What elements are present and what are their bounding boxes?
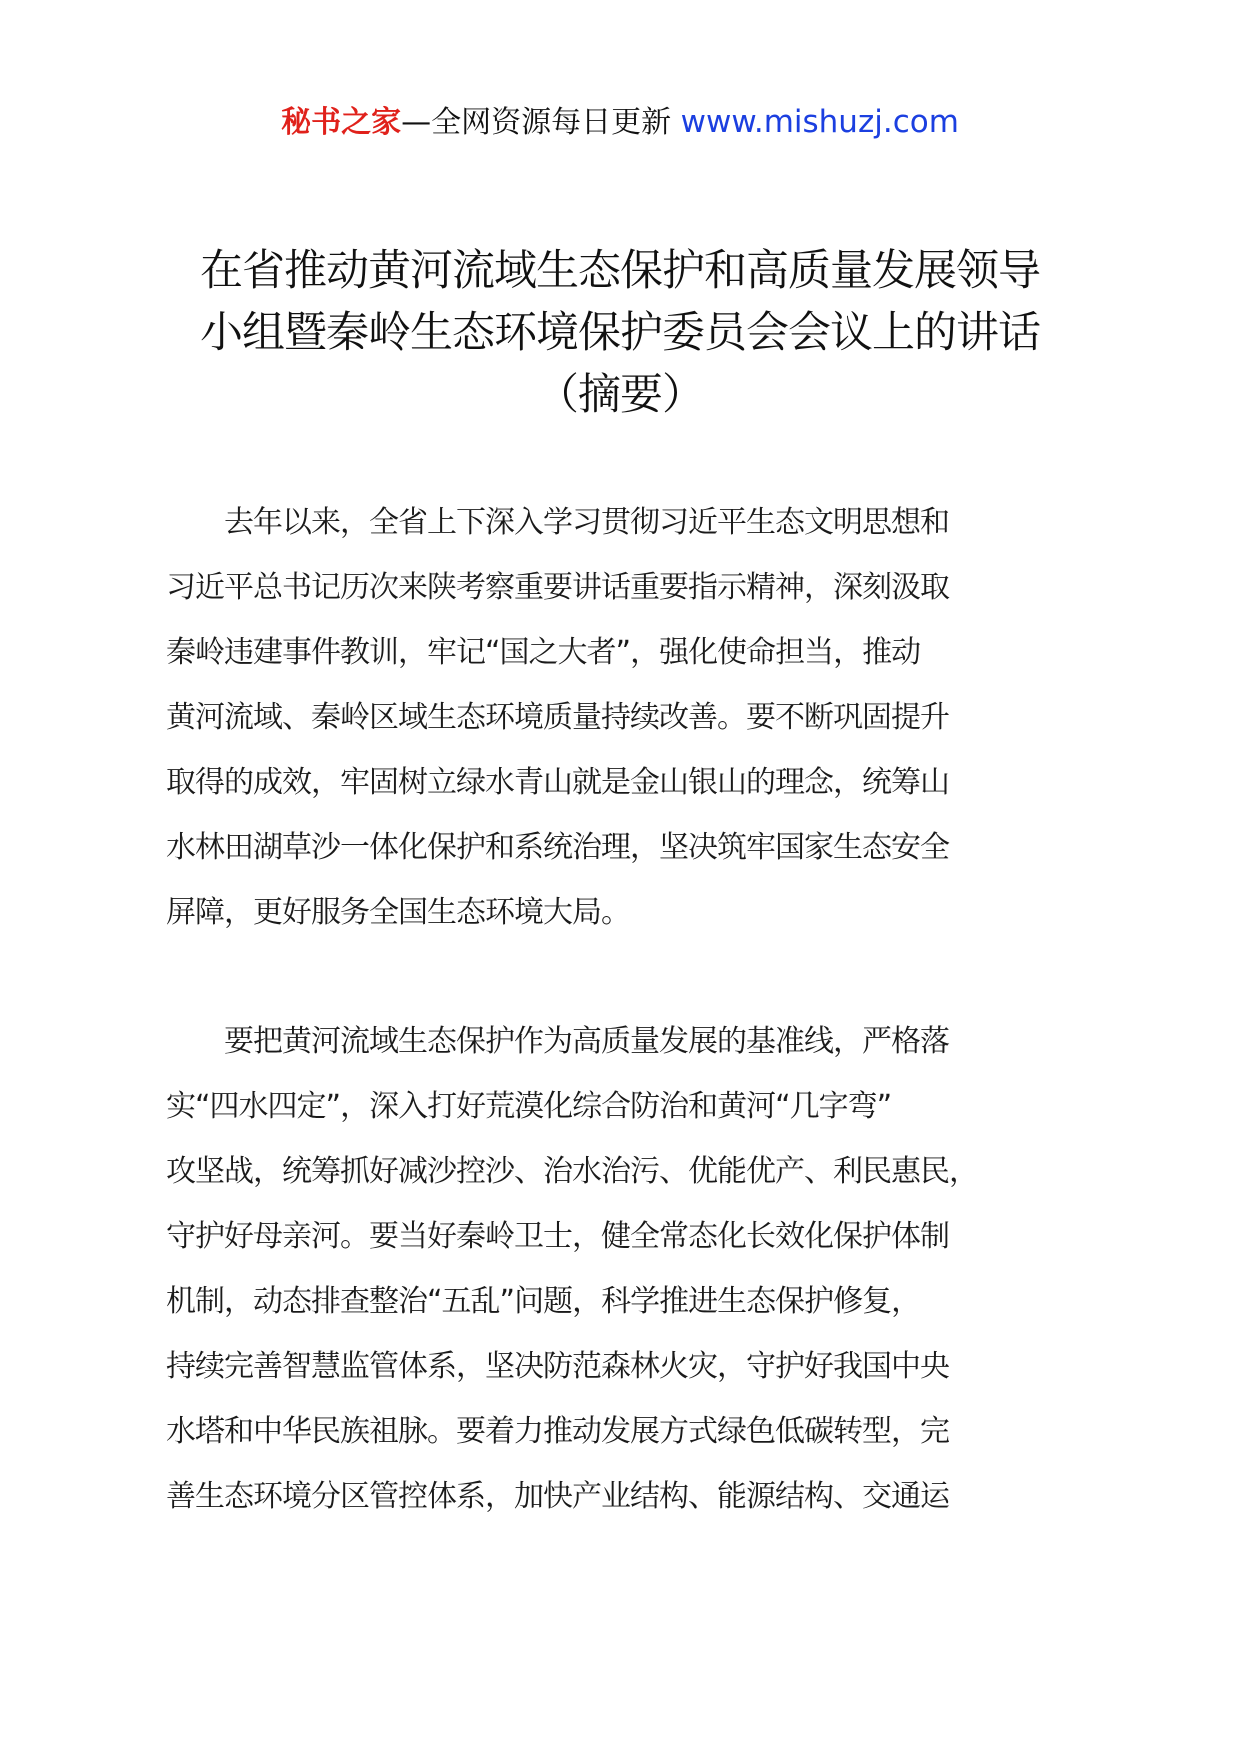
paragraph-line: 守护好母亲河。要当好秦岭卫士，健全常态化长效化保护体制 <box>166 1219 949 1254</box>
body-paragraph-1 <box>166 490 1106 945</box>
paragraph-line: 善生态环境分区管控体系，加快产业结构、能源结构、交通运 <box>166 1479 949 1514</box>
paragraph-line: 水林田湖草沙一体化保护和系统治理，坚决筑牢国家生态安全 <box>166 830 949 865</box>
document-title <box>150 240 1090 426</box>
paragraph-line: 去年以来，全省上下深入学习贯彻习近平生态文明思想和 <box>166 505 949 540</box>
paragraph-line: 水塔和中华民族祖脉。要着力推动发展方式绿色低碳转型，完 <box>166 1414 949 1449</box>
body-paragraph-2 <box>166 1009 1106 1529</box>
title-line: 小组暨秦岭生态环境保护委员会会议上的讲话 <box>200 308 1040 358</box>
site-brand: 秘书之家 <box>281 105 402 140</box>
site-tagline: —全网资源每日更新 <box>401 105 681 140</box>
paragraph-line: 实“四水四定”，深入打好荒漠化综合防治和黄河“几字弯” <box>166 1089 892 1124</box>
site-header <box>0 100 1240 145</box>
paragraph-line: 机制，动态排查整治“五乱”问题，科学推进生态保护修复， <box>166 1284 921 1319</box>
paragraph-line: 秦岭违建事件教训，牢记“国之大者”，强化使命担当，推动 <box>166 635 921 670</box>
paragraph-line: 黄河流域、秦岭区域生态环境质量持续改善。要不断巩固提升 <box>166 700 949 735</box>
paragraph-line: 屏障，更好服务全国生态环境大局。 <box>166 895 630 930</box>
paragraph-line: 取得的成效，牢固树立绿水青山就是金山银山的理念，统筹山 <box>166 765 949 800</box>
site-url-link[interactable]: www.mishuzj.com <box>680 104 959 140</box>
title-line: （摘要） <box>536 370 704 420</box>
paragraph-line: 持续完善智慧监管体系，坚决防范森林火灾，守护好我国中央 <box>166 1349 949 1384</box>
paragraph-line: 习近平总书记历次来陕考察重要讲话重要指示精神，深刻汲取 <box>166 570 949 605</box>
title-line: 在省推动黄河流域生态保护和高质量发展领导 <box>200 246 1040 296</box>
paragraph-line: 要把黄河流域生态保护作为高质量发展的基准线，严格落 <box>166 1024 949 1059</box>
paragraph-line: 攻坚战，统筹抓好减沙控沙、治水治污、优能优产、利民惠民， <box>166 1154 978 1189</box>
